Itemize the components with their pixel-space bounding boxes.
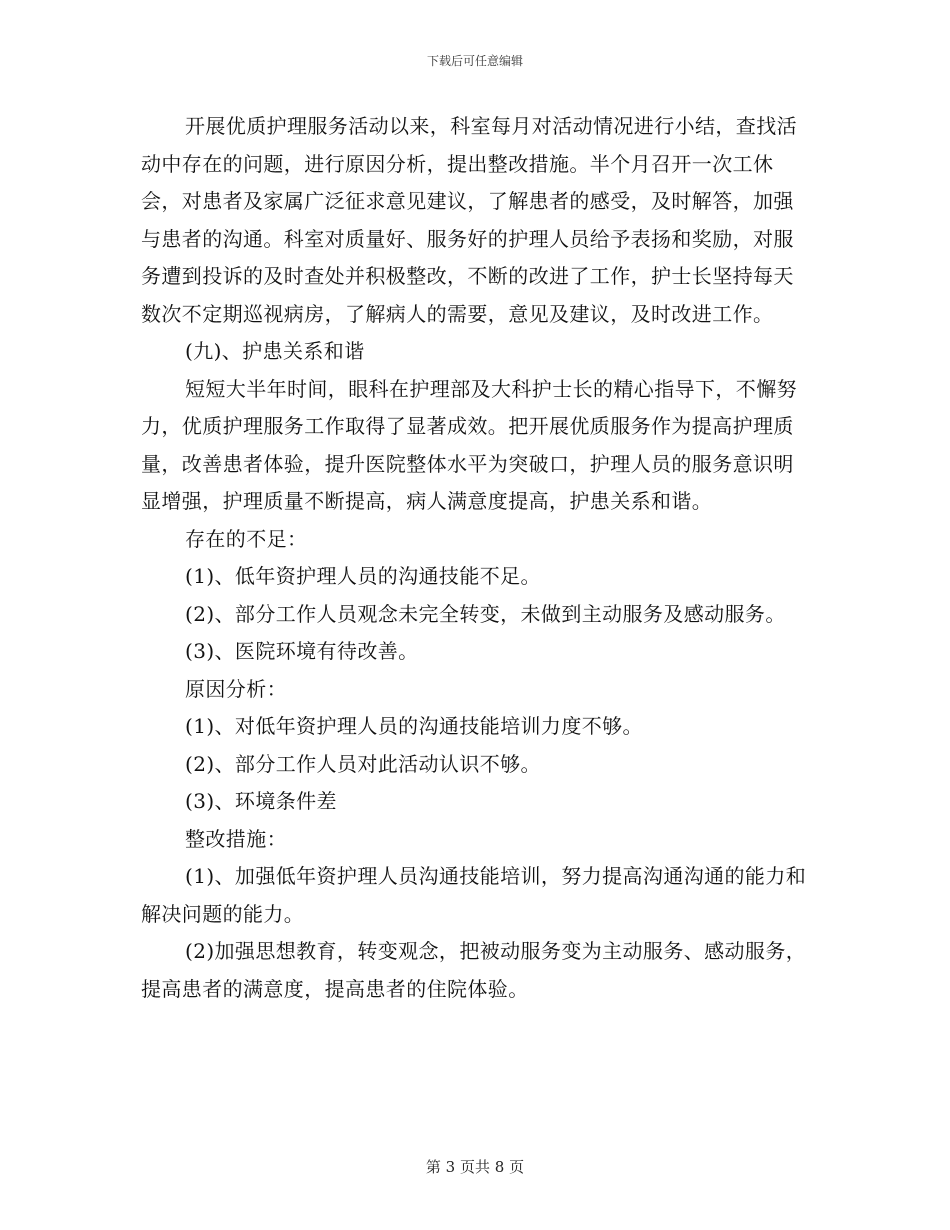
document-body [141, 108, 813, 1008]
cause-item-1: (1)、对低年资护理人员的沟通技能培训力度不够。 [185, 714, 643, 738]
paragraph-activity-summary: 开展优质护理服务活动以来，科室每月对活动情况进行小结，查找活动中存在的问题，进行原因分析，提出整改措施。半个月召开一次工休会，对患者及家属广泛征求意见建议，了解患者的感受，及时解答，加强与患者的沟通。科室对质量好、服务好的护理人员给予表扬和奖励，对服务遭到投诉的及时查处并积极整改，不断的改进了工作，护士长坚持每天数次不定期巡视病房，了解病人的需要，意见及建议，及时改进工作。 [141, 114, 797, 326]
subheading-cause-analysis: 原因分析： [185, 676, 287, 701]
subheading-shortcomings: 存在的不足： [185, 526, 308, 551]
paragraph-achievements: 短短大半年时间，眼科在护理部及大科护士长的精心指导下，不懈努力，优质护理服务工作取得了显著成效。把开展优质服务作为提高护理质量，改善患者体验，提升医院整体水平为突破口，护理人员的服务意识明显增强，护理质量不断提高，病人满意度提高，护患关系和谐。 [141, 376, 797, 513]
page-number: 第 3 页共 8 页 [425, 1158, 525, 1176]
shortcoming-item-3: (3)、医院环境有待改善。 [185, 639, 419, 663]
subheading-corrective-measures: 整改措施： [185, 826, 287, 851]
cause-item-3: (3)、环境条件差 [185, 789, 337, 813]
measure-item-2: (2)加强思想教育，转变观念，把被动服务变为主动服务、感动服务，提高患者的满意度，提高患者的住院体验。 [141, 939, 807, 1001]
header-note: 下载后可任意编辑 [426, 54, 523, 68]
section-heading-nurse-patient-harmony: (九)、护患关系和谐 [185, 339, 365, 363]
shortcoming-item-1: (1)、低年资护理人员的沟通技能不足。 [185, 564, 541, 588]
measure-item-1: (1)、加强低年资护理人员沟通技能培训，努力提高沟通沟通的能力和解决问题的能力。 [141, 864, 807, 926]
shortcoming-item-2: (2)、部分工作人员观念未完全转变，未做到主动服务及感动服务。 [185, 601, 786, 626]
cause-item-2: (2)、部分工作人员对此活动认识不够。 [185, 751, 541, 776]
